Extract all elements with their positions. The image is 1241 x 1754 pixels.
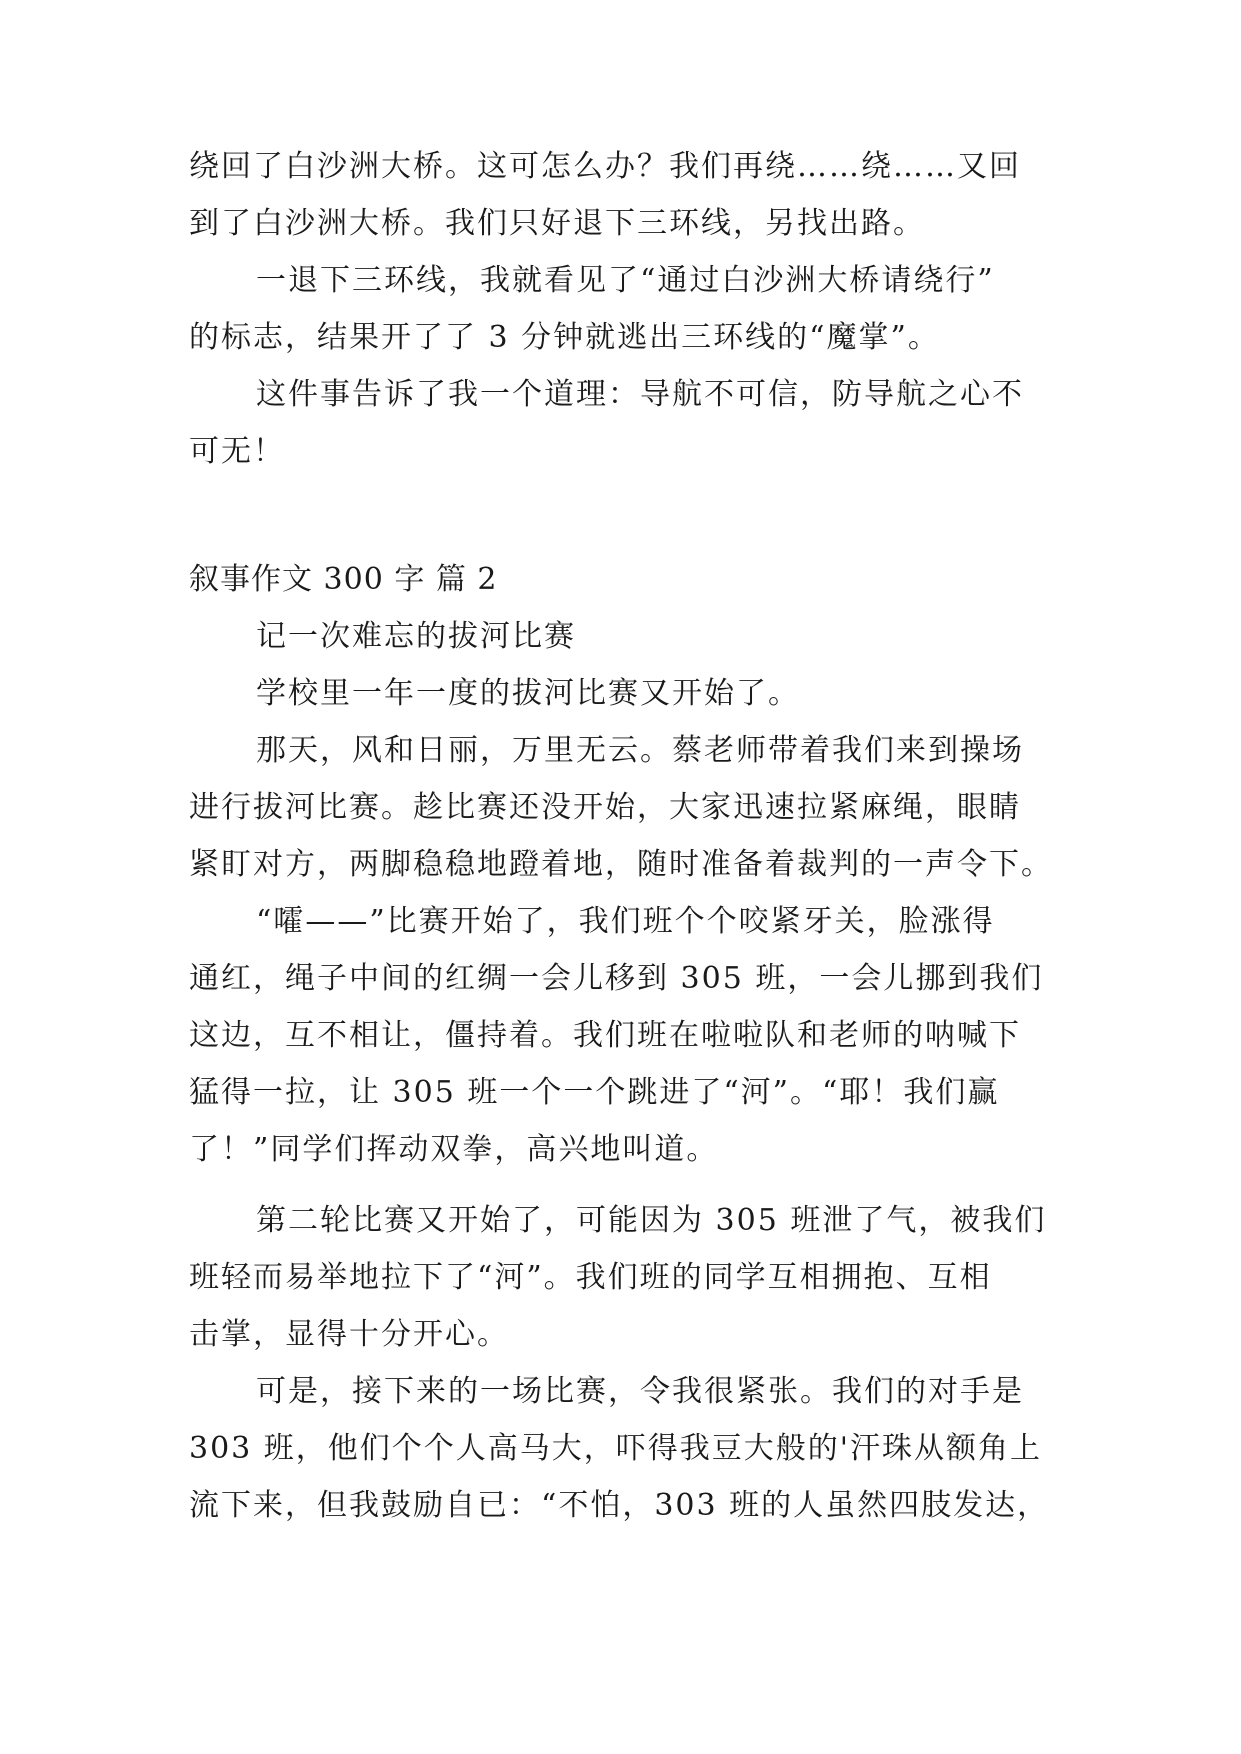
text-line: 第二轮比赛又开始了，可能因为 305 班泄了气，被我们	[256, 1203, 1047, 1238]
text-line: 这件事告诉了我一个道理：导航不可信，防导航之心不	[256, 377, 1024, 412]
text-line: 通红，绳子中间的红绸一会儿移到 305 班，一会儿挪到我们	[189, 961, 1044, 996]
text-line: 可是，接下来的一场比赛，令我很紧张。我们的对手是	[256, 1374, 1024, 1409]
text-line: 的标志，结果开了了 3 分钟就逃出三环线的“魔掌”。	[189, 320, 940, 355]
text-line: 到了白沙洲大桥。我们只好退下三环线，另找出路。	[189, 206, 925, 241]
essay-title: 记一次难忘的拔河比赛	[256, 619, 576, 654]
text-line: 流下来，但我鼓励自已：“不怕，303 班的人虽然四肢发达，	[189, 1488, 1050, 1523]
text-line: 猛得一拉，让 305 班一个一个跳进了“河”。“耶！我们赢	[189, 1075, 1000, 1110]
text-line: 可无！	[189, 434, 285, 469]
text-line: 击掌，显得十分开心。	[189, 1317, 509, 1352]
section-heading: 叙事作文 300 字 篇 2	[189, 562, 498, 597]
text-line: 那天，风和日丽，万里无云。蔡老师带着我们来到操场	[256, 733, 1024, 768]
text-line: “嚯——”比赛开始了，我们班个个咬紧牙关，脸涨得	[256, 904, 995, 939]
text-line: 绕回了白沙洲大桥。这可怎么办？我们再绕……绕……又回	[189, 149, 1021, 184]
text-line: 了！”同学们挥动双拳，高兴地叫道。	[189, 1132, 719, 1167]
text-line: 一退下三环线，我就看见了“通过白沙洲大桥请绕行”	[256, 263, 995, 298]
text-line: 303 班，他们个个人高马大，吓得我豆大般的'汗珠从额角上	[189, 1431, 1043, 1466]
text-line: 学校里一年一度的拔河比赛又开始了。	[256, 676, 800, 711]
text-line: 班轻而易举地拉下了“河”。我们班的同学互相拥抱、互相	[189, 1260, 992, 1295]
text-line: 这边，互不相让，僵持着。我们班在啦啦队和老师的呐喊下	[189, 1018, 1021, 1053]
text-line: 紧盯对方，两脚稳稳地蹬着地，随时准备着裁判的一声令下。	[189, 847, 1053, 882]
text-line: 进行拔河比赛。趁比赛还没开始，大家迅速拉紧麻绳，眼睛	[189, 790, 1021, 825]
